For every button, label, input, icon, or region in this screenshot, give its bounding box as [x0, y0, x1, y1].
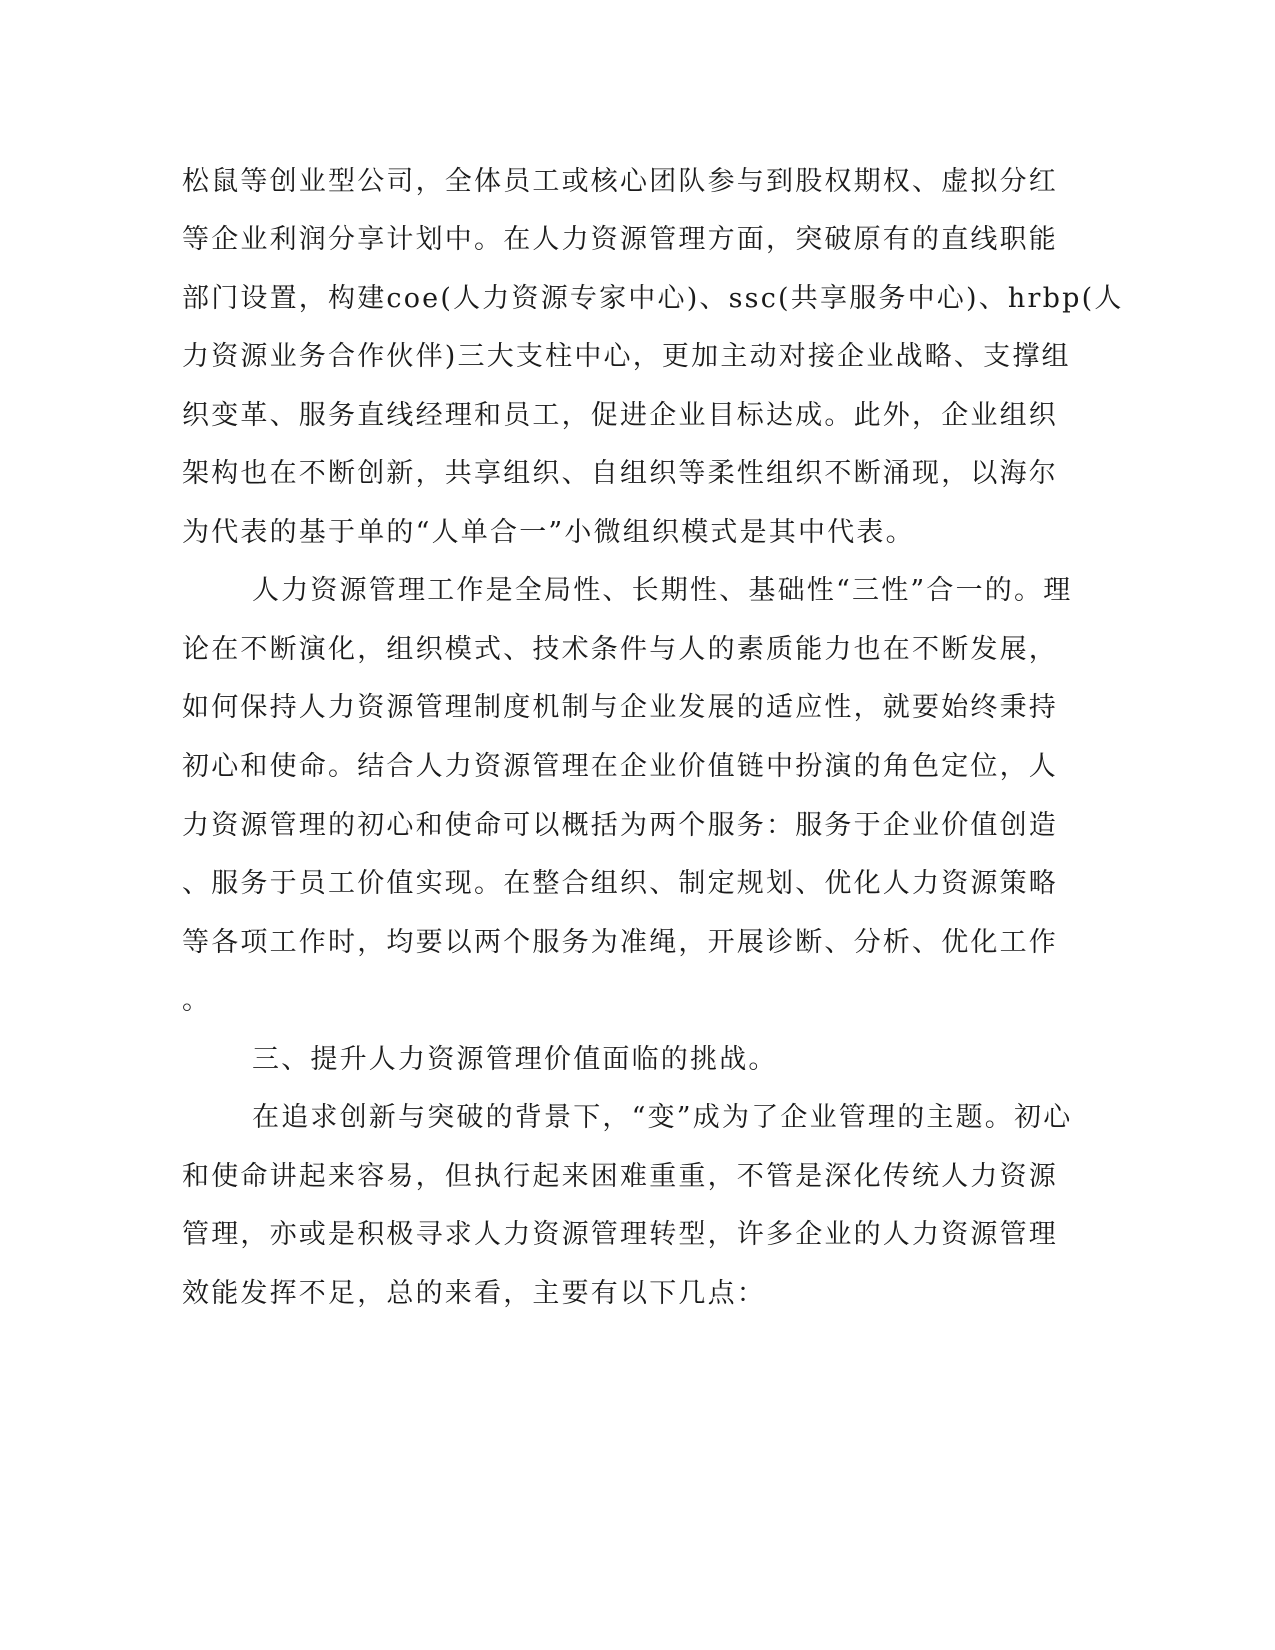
- text-line: 为代表的基于单的“人单合一”小微组织模式是其中代表。: [182, 517, 915, 548]
- text-line: 部门设置，构建coe(人力资源专家中心)、ssc(共享服务中心)、hrbp(人: [182, 283, 1124, 314]
- text-line: 织变革、服务直线经理和员工，促进企业目标达成。此外，企业组织: [182, 400, 1058, 431]
- text-line: 。: [182, 985, 212, 1016]
- text-line: 松鼠等创业型公司，全体员工或核心团队参与到股权期权、虚拟分红: [182, 166, 1058, 197]
- paragraph-first-line: 在追求创新与突破的背景下，“变”成为了企业管理的主题。初心: [252, 1102, 1073, 1133]
- text-line: 等各项工作时，均要以两个服务为准绳，开展诊断、分析、优化工作: [182, 927, 1058, 958]
- text-line: 和使命讲起来容易，但执行起来困难重重，不管是深化传统人力资源: [182, 1161, 1058, 1192]
- text-line: 管理，亦或是积极寻求人力资源管理转型，许多企业的人力资源管理: [182, 1219, 1058, 1250]
- text-line: 论在不断演化，组织模式、技术条件与人的素质能力也在不断发展，: [182, 634, 1058, 665]
- text-line: 、服务于员工价值实现。在整合组织、制定规划、优化人力资源策略: [182, 868, 1058, 899]
- text-line: 等企业利润分享计划中。在人力资源管理方面，突破原有的直线职能: [182, 224, 1058, 255]
- text-line: 效能发挥不足，总的来看，主要有以下几点：: [182, 1278, 766, 1309]
- section-heading: 三、提升人力资源管理价值面临的挑战。: [252, 1044, 778, 1075]
- paragraph-first-line: 人力资源管理工作是全局性、长期性、基础性“三性”合一的。理: [252, 575, 1073, 606]
- text-line: 架构也在不断创新，共享组织、自组织等柔性组织不断涌现，以海尔: [182, 458, 1058, 489]
- text-line: 力资源管理的初心和使命可以概括为两个服务：服务于企业价值创造: [182, 810, 1058, 841]
- text-line: 力资源业务合作伙伴)三大支柱中心，更加主动对接企业战略、支撑组: [182, 341, 1071, 372]
- text-line: 初心和使命。结合人力资源管理在企业价值链中扮演的角色定位，人: [182, 751, 1058, 782]
- text-line: 如何保持人力资源管理制度机制与企业发展的适应性，就要始终秉持: [182, 692, 1058, 723]
